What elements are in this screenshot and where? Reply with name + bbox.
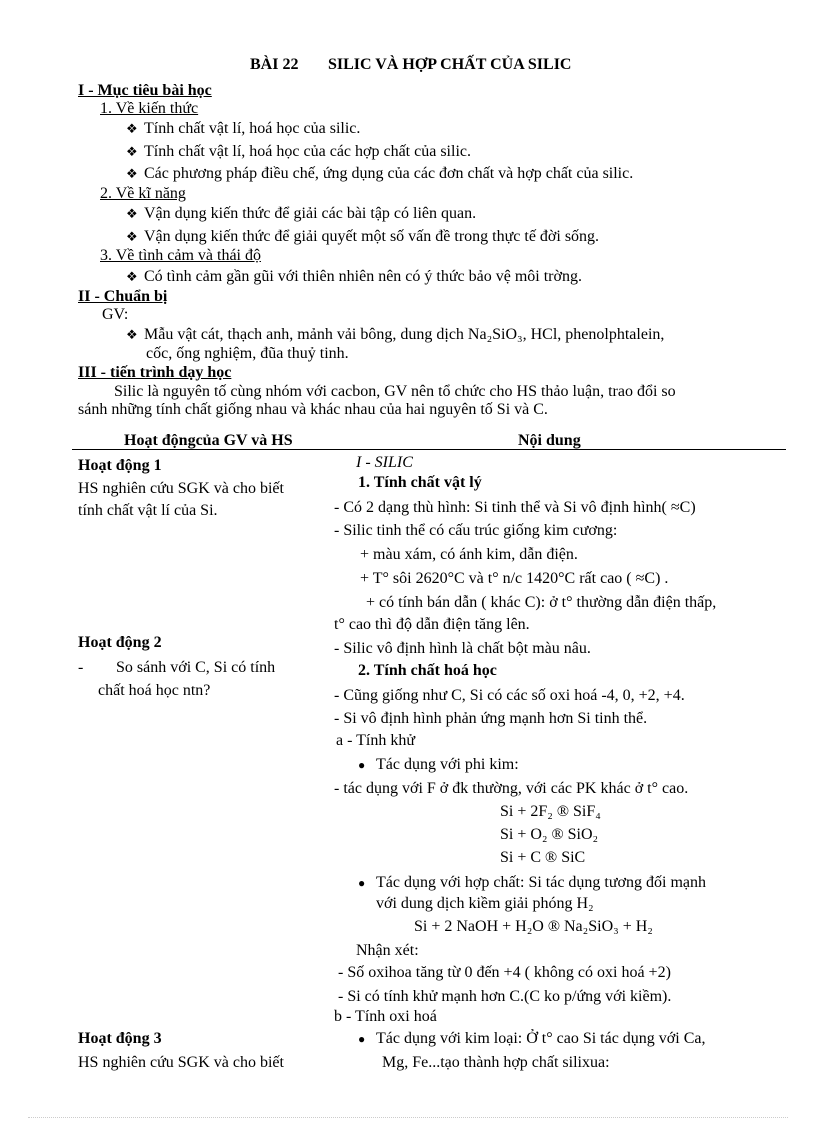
reaction-bullet: ● Tác dụng với kim loại: Ở t° cao Si tác dụng với Ca, (358, 1030, 706, 1047)
activity2-line1: So sánh với C, Si có tính (116, 659, 276, 676)
remark-line: - Si có tính khử mạnh hơn C.(C ko p/ứng với kiềm). (338, 988, 672, 1005)
section1-sub3: 3. Về tình cảm và thái độ (100, 247, 261, 264)
remark-line: - Số oxihoa tăng từ 0 đến +4 ( không có oxi hoá +2) (338, 964, 671, 981)
activity3-title: Hoạt động 3 (78, 1030, 162, 1047)
diamond-bullet-icon: ❖ (126, 229, 138, 244)
equation: Si + 2 NaOH + H₂O ® Na₂SiO₃ + H₂ (414, 918, 653, 935)
reaction-bullet: ● Tác dụng với phi kim: (358, 756, 519, 773)
materials-item-cont: cốc, ống nghiệm, đũa thuỷ tinh. (146, 345, 349, 362)
objective-item: ❖ Các phương pháp điều chế, ứng dụng của các đơn chất và hợp chất của silic. (126, 165, 634, 182)
activity2-line2: chất hoá học ntn? (98, 682, 211, 699)
page-footer-divider (28, 1117, 788, 1118)
physical-line: + màu xám, có ánh kim, dẫn điện. (360, 546, 578, 563)
activity3-line1: HS nghiên cứu SGK và cho biết (78, 1054, 284, 1071)
objective-item: ❖ Tính chất vật lí, hoá học của các hợp chất của silic. (126, 143, 471, 160)
dot-bullet-icon: ● (358, 876, 366, 890)
section1-heading: I - Mục tiêu bài học (78, 82, 212, 99)
skill-item: ❖ Vận dụng kiến thức để giải quyết một số vấn đề trong thực tế đời sống. (126, 228, 600, 245)
chemical-line: Mg, Fe...tạo thành hợp chất silixua: (382, 1054, 610, 1071)
physical-line: - Có 2 dạng thù hình: Si tinh thể và Si vô định hình( ≈C) (334, 499, 696, 516)
diamond-bullet-icon: ❖ (126, 166, 138, 181)
oxidizing-label: b - Tính oxi hoá (334, 1008, 437, 1025)
activity2-title: Hoạt động 2 (78, 634, 162, 651)
equation: Si + 2F₂ ® SiF₄ (500, 803, 601, 820)
reducing-label: a - Tính khử (336, 732, 416, 749)
chemical-line: - Si vô định hình phản ứng mạnh hơn Si tinh thể. (334, 710, 648, 727)
gv-label: GV: (102, 306, 129, 323)
section2-heading: II - Chuẩn bị (78, 288, 168, 305)
skill-item: ❖ Vận dụng kiến thức để giải các bài tập có liên quan. (126, 205, 477, 222)
attitude-item: ❖ Có tình cảm gần gũi với thiên nhiên nên có ý thức bảo vệ môi trờng. (126, 268, 582, 285)
dot-bullet-icon: ● (358, 758, 366, 772)
intro-line-1: Silic là nguyên tố cùng nhóm với cacbon, GV nên tổ chức cho HS thảo luận, trao đổi so (114, 383, 676, 400)
activity1-line2: tính chất vật lí của Si. (78, 502, 218, 519)
activity1-title: Hoạt động 1 (78, 457, 162, 474)
objective-item: ❖ Tính chất vật lí, hoá học của silic. (126, 120, 361, 137)
equation: Si + O₂ ® SiO₂ (500, 826, 599, 843)
diamond-bullet-icon: ❖ (126, 144, 138, 159)
remark-label: Nhận xét: (356, 942, 419, 959)
dot-bullet-icon: ● (358, 1032, 366, 1046)
content-section-label: I - SILIC (356, 454, 413, 471)
physical-properties-heading: 1. Tính chất vật lý (358, 474, 482, 491)
physical-line: + có tính bán dẫn ( khác C): ở t° thường dẫn điện thấp, (366, 594, 717, 611)
chemical-line: - tác dụng với F ở đk thường, với các PK khác ở t° cao. (334, 780, 689, 797)
column-header-content: Nội dung (518, 432, 581, 449)
reaction-bullet: ● Tác dụng với hợp chất: Si tác dụng tương đối mạnh (358, 874, 706, 891)
diamond-bullet-icon: ❖ (126, 327, 138, 342)
section3-heading: III - tiến trình dạy học (78, 364, 232, 381)
physical-line: + T° sôi 2620°C và t° n/c 1420°C rất cao ( ≈C) . (360, 570, 669, 587)
section1-sub1: 1. Về kiến thức (100, 100, 199, 117)
physical-line: - Silic tinh thể có cấu trúc giống kim cương: (334, 522, 618, 539)
column-header-activities: Hoạt độngcủa GV và HS (124, 432, 293, 449)
materials-item: ❖ Mẫu vật cát, thạch anh, mảnh vải bông, dung dịch Na₂SiO₃, HCl, phenolphtalein, (126, 326, 665, 343)
chemical-properties-heading: 2. Tính chất hoá học (358, 662, 497, 679)
physical-line: t° cao thì độ dẫn điện tăng lên. (334, 616, 530, 633)
diamond-bullet-icon: ❖ (126, 269, 138, 284)
section1-sub2: 2. Về kĩ năng (100, 185, 186, 202)
diamond-bullet-icon: ❖ (126, 206, 138, 221)
lesson-title: SILIC VÀ HỢP CHẤT CỦA SILIC (328, 56, 572, 73)
activity1-line1: HS nghiên cứu SGK và cho biết (78, 480, 284, 497)
chemical-line: với dung dịch kiềm giải phóng H₂ (376, 895, 594, 912)
diamond-bullet-icon: ❖ (126, 121, 138, 136)
activity2-dash: - (78, 659, 84, 676)
physical-line: - Silic vô định hình là chất bột màu nâu. (334, 640, 591, 657)
table-header-divider (72, 449, 786, 450)
equation: Si + C ® SiC (500, 849, 586, 866)
chemical-line: - Cũng giống như C, Si có các số oxi hoá -4, 0, +2, +4. (334, 687, 685, 704)
intro-line-2: sánh những tính chất giống nhau và khác nhau của hai nguyên tố Si và C. (78, 401, 548, 418)
lesson-number: BÀI 22 (250, 56, 299, 73)
